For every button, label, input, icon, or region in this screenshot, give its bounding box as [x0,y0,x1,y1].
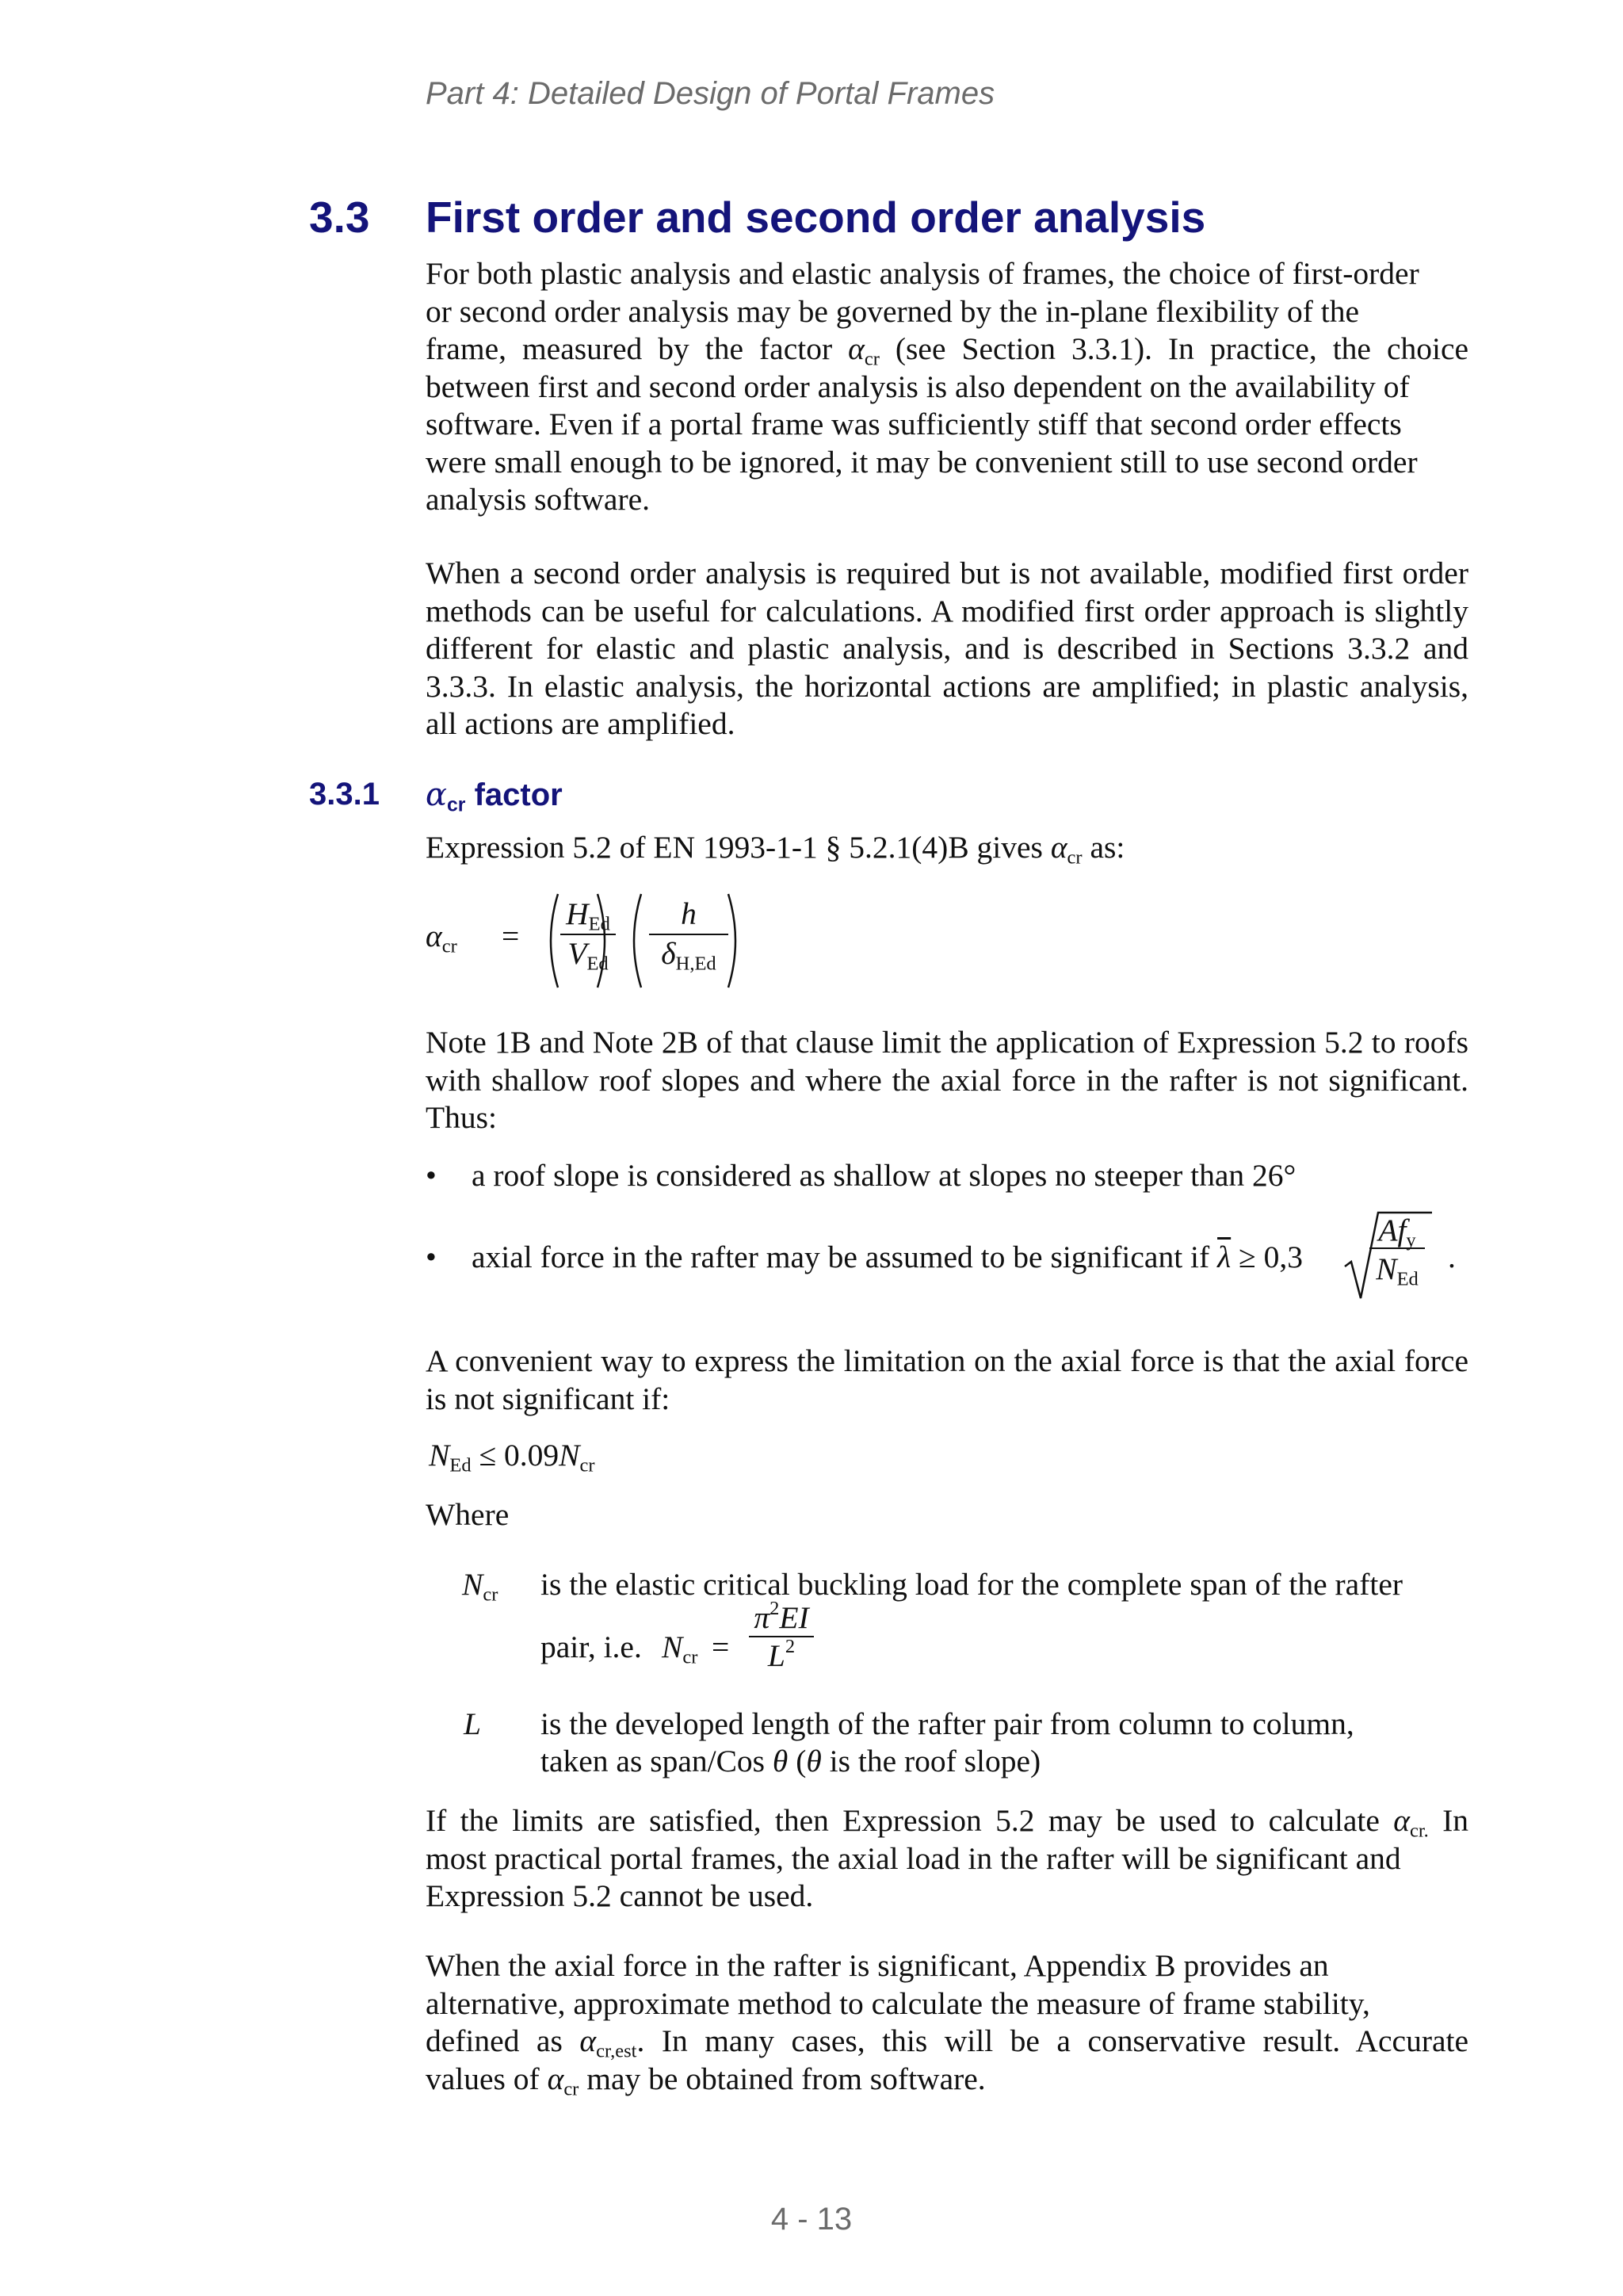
subsection-alpha: α [426,777,448,813]
def-l-symbol: L [464,1706,481,1741]
formula-frac-2-den [649,935,728,975]
p1-line-6: were small enough to be ignored, it may be convenient still to use second order [426,444,1418,479]
sqrt-fraction-den [1369,1249,1425,1289]
p6-alpha-est: $\alpha_{cr,est}$ [579,2023,637,2062]
sqrt-fraction-num [1369,1213,1425,1249]
p1-line-5: software. Even if a portal frame was sufficiently stiff that second order effects [426,407,1402,441]
p1-line-7: analysis software. [426,482,650,517]
def-ncr-eq-sign: = [712,1629,730,1664]
p5-line-3: Expression 5.2 cannot be used. [426,1878,814,1913]
paragraph-6 [426,1947,1468,2098]
paragraph-4: A convenient way to express the limitation on the axial force is that the axial force is not significant if: [426,1343,1468,1416]
def-ncr-n: N [462,1567,483,1602]
l-den-sup: 2 [785,1635,796,1657]
limit-inequality [429,1437,595,1477]
p6-alpha: $\alpha_{cr}$ [547,2061,579,2099]
p5-line-1 [426,1802,1468,1840]
expression-intro-alpha: $\alpha_{cr}$ [1050,830,1083,869]
p6-line-3-pre: defined as [426,2023,563,2058]
bullet-2-period: . [1448,1240,1456,1274]
paragraph-3: Note 1B and Note 2B of that clause limit the application of Expression 5.2 to roofs with shallow roof slopes and where the axial force in the rafter is not significant. Thus: [426,1025,1468,1135]
def-ncr-frac-num [749,1599,814,1637]
p1-line-1: For both plastic analysis and elastic analysis of frames, the choice of first-order [426,256,1419,291]
expression-intro-post: as: [1090,830,1125,865]
def-l-paren: ( [796,1744,807,1778]
p1-line-3 [426,330,1468,369]
def-ncr-eq-n: N [662,1629,683,1664]
formula-small-h: h [681,896,697,931]
l-den-symbol: L [767,1638,785,1673]
p5-line-2: most practical portal frames, the axial load in the rafter will be significant and [426,1840,1401,1876]
formula-delta-sub: H,Ed [675,953,716,975]
formula-v-symbol: V [567,936,587,971]
p6-alpha-sub: cr [563,2077,579,2099]
p5-line-1-post: In [1442,1803,1469,1838]
limit-n2: N [559,1438,580,1473]
paragraph-2: When a second order analysis is required but is not available, modified first order methods can be useful for calculations. A modified first order approach is slightly different for elastic and plastic analysis, and is described in Sections 3.3.2 and 3.3.3. In elastic analysis, the horizontal actions are amplified; in plastic analysis, all actions are amplified. [426,556,1468,741]
formula-lhs-sub: cr [441,935,457,957]
page-number: 4 - 13 [770,2202,853,2237]
ei-symbol: EI [779,1600,809,1635]
formula-frac-1 [560,896,616,975]
p6-line-3-post: . In many cases, this will be a conservative result. Accurate [636,2023,1469,2058]
p5-alpha: $\alpha_{cr.}$ [1393,1803,1429,1842]
p1-line-3-pre: frame, measured by the factor [426,331,833,366]
p6-alpha-est-sub: cr,est [596,2040,637,2062]
def-ncr-sub: cr [483,1584,498,1606]
formula-lhs [426,918,457,957]
paragraph-1 [426,255,1468,519]
bullet-1-dot: • [426,1158,437,1193]
def-ncr-text-2: pair, i.e. [540,1629,642,1664]
alpha-symbol: $\alpha_{cr}$ [848,331,880,370]
subsection-title [426,777,563,816]
subsection-alpha-sub: cr [447,794,466,816]
formula-frac-2 [649,896,728,975]
ned-sub: Ed [1396,1268,1419,1290]
def-l-text-2-pre: taken as span/Cos [540,1744,766,1778]
p6-line-3 [426,2023,1468,2061]
formula-delta: δ [661,936,676,971]
ned-symbol: N [1376,1251,1397,1286]
sqrt-fraction [1369,1213,1425,1289]
formula-frac-1-den [560,935,616,975]
p6-line-1: When the axial force in the rafter is significant, Appendix B provides an [426,1948,1329,1983]
pi-sup: 2 [769,1597,780,1619]
p5-alpha-sub: cr. [1409,1820,1429,1842]
section-title: First order and second order analysis [426,193,1206,242]
def-ncr-eq-lhs [662,1629,698,1668]
lambda-bar-symbol: $\overline{\lambda}$ [1217,1240,1232,1274]
def-ncr-frac-den [749,1637,814,1674]
subsection-number: 3.3.1 [309,777,380,812]
theta-symbol-2: θ [806,1744,822,1778]
expression-intro [426,829,1125,869]
p5-line-1-pre: If the limits are satisfied, then Expression 5.2 may be used to calculate [426,1803,1380,1838]
bullet-1-text: a roof slope is considered as shallow at slopes no steeper than 26° [472,1158,1296,1193]
af-symbol: Af [1378,1213,1407,1247]
formula-lhs-symbol: α [426,919,442,953]
paragraph-5 [426,1802,1468,1916]
theta-symbol-1: θ [772,1744,789,1778]
formula-equals: = [502,919,520,953]
formula-h-sub: Ed [588,913,610,935]
formula-v-sub: Ed [586,953,609,975]
p6-line-4-pre: values of [426,2061,540,2096]
pi-symbol: π [754,1600,770,1635]
def-l-text-1: is the developed length of the rafter pair from column to column, [540,1706,1354,1741]
p6-line-4 [426,2061,1468,2099]
running-header: Part 4: Detailed Design of Portal Frames [426,76,995,111]
limit-n2-sub: cr [579,1454,595,1477]
expression-intro-text: Expression 5.2 of EN 1993-1-1 § 5.2.1(4)B gives [426,830,1043,865]
def-ncr-eq-sub: cr [682,1646,698,1668]
p6-line-4-post: may be obtained from software. [586,2061,986,2096]
def-ncr-text-1: is the elastic critical buckling load for the complete span of the rafter [540,1567,1403,1602]
limit-rel: ≤ 0.09 [479,1438,559,1473]
bullet-2-text [472,1239,1303,1275]
formula-h-symbol: H [566,896,589,931]
def-ncr-symbol [462,1566,498,1606]
limit-n-sub: Ed [449,1454,472,1477]
bullet-2-ge: ≥ 0,3 [1239,1240,1303,1274]
p6-line-2: alternative, approximate method to calculate the measure of frame stability, [426,1985,1370,2021]
bullet-2-dot: • [426,1240,437,1274]
def-l-text-2 [540,1743,1041,1779]
subsection-title-rest: factor [474,777,563,812]
def-ncr-fraction [749,1599,814,1674]
formula-frac-2-num [649,896,728,935]
formula-frac-1-num [560,896,616,935]
fy-sub: y [1406,1229,1416,1251]
section-number: 3.3 [309,193,370,242]
p1-line-2: or second order analysis may be governed by the in-plane flexibility of the [426,293,1360,329]
bullet-2-pre: axial force in the rafter may be assumed to be significant if [472,1240,1210,1274]
p1-line-4: between first and second order analysis is also dependent on the availability of [426,369,1410,404]
where-label: Where [426,1497,510,1532]
limit-n: N [429,1438,450,1473]
p1-line-3-post: (see Section 3.3.1). In practice, the choice [895,331,1469,366]
def-l-text-2-post: is the roof slope) [829,1744,1041,1778]
